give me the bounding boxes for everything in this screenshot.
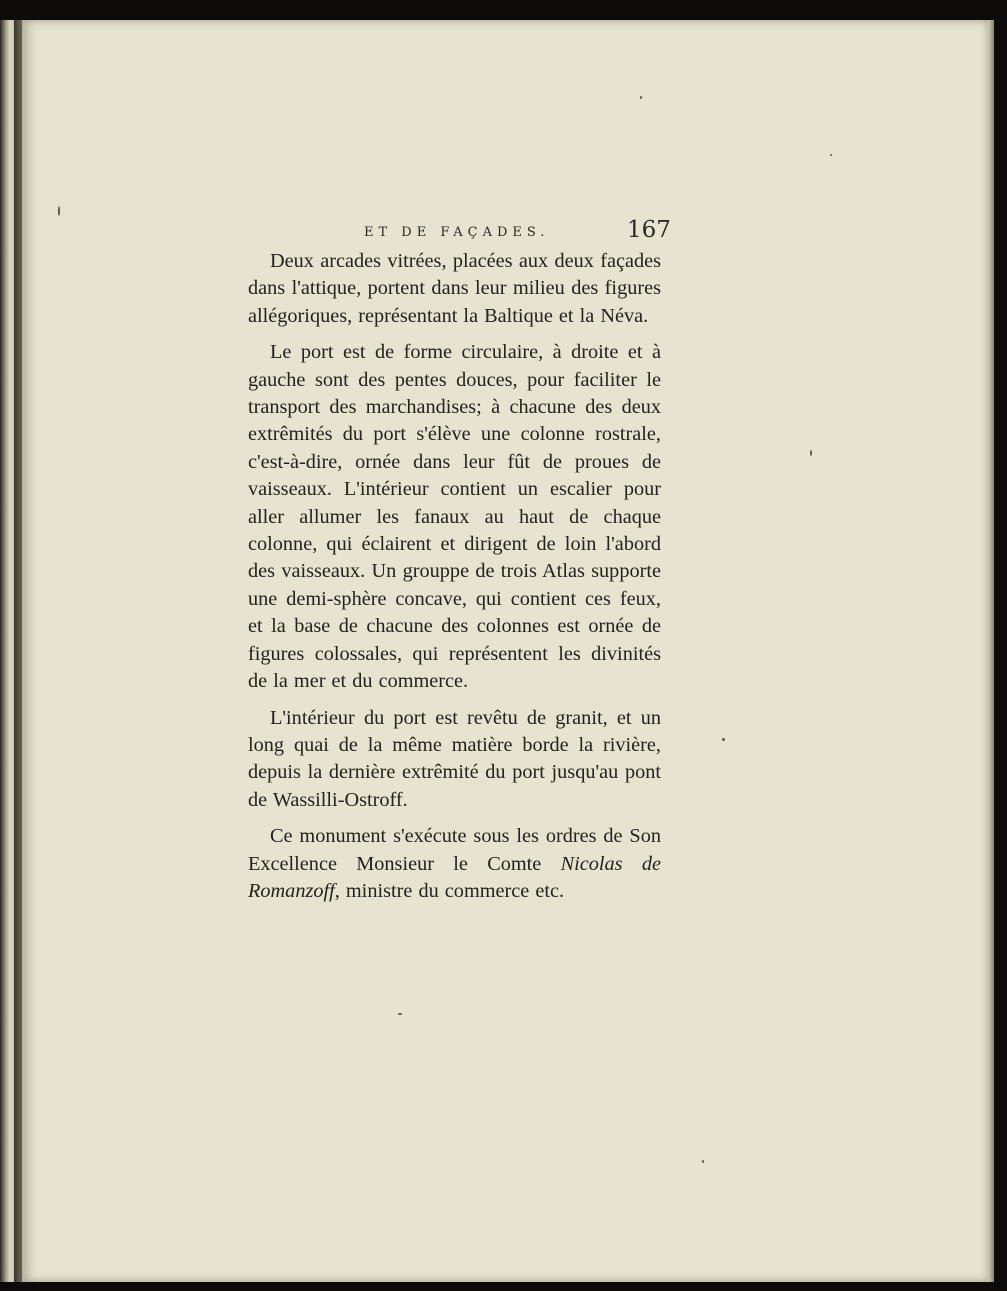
paragraph — [248, 823, 661, 905]
right-page-edge — [988, 20, 994, 1282]
book-page — [22, 20, 988, 1282]
paper-speck — [58, 206, 60, 216]
paper-speck — [830, 154, 832, 156]
running-head: ET DE FAÇADES. — [364, 225, 550, 240]
page-number: 167 — [627, 217, 671, 243]
paragraph: Deux arcades vitrées, placées aux deux façades dans l'attique, portent dans leur milieu des figures allégoriques, représentant la Baltique et la Néva. — [248, 250, 661, 327]
paper-speck — [398, 1013, 402, 1015]
paper-speck — [640, 96, 642, 99]
paper-speck — [702, 1160, 704, 1163]
italic-name: Nicolas de Romanzoff — [248, 852, 662, 902]
paragraph: L'intérieur du port est revêtu de granit, et un long quai de la même matière borde la rivière, depuis la dernière extrêmité du port jusqu'au pont de Wassilli-Ostroff. — [248, 706, 661, 811]
paragraph: Le port est de forme circulaire, à droite et à gauche sont des pentes douces, pour faciliter le transport des marchandises; à chacune des deux extrêmités du port s'élève une colonne rostrale, c'est-à-dire, ornée dans leur fût de proues de vaisseaux. L'intérieur contient un escalier pour aller allumer les fanaux au haut de chaque colonne, qui éclairent et dirigent de loin l'abord des vaisseaux. Un grouppe de trois Atlas supporte une demi-sphère concave, qui contient ces feux, et la base de chacune des colonnes est ornée de figures colossales, qui représentent les divinités de la mer et du commerce. — [248, 341, 661, 693]
paragraph-text: , ministre du commerce etc. — [334, 879, 565, 902]
left-page-edge — [0, 20, 14, 1282]
paragraph-text: Ce monument s'exécute sous les ordres de Son Excellence Monsieur le Comte — [248, 825, 661, 875]
body-text — [248, 248, 661, 914]
book-gutter — [14, 20, 22, 1282]
paper-speck — [722, 738, 725, 741]
paper-speck — [810, 450, 812, 456]
page-header — [22, 217, 988, 251]
